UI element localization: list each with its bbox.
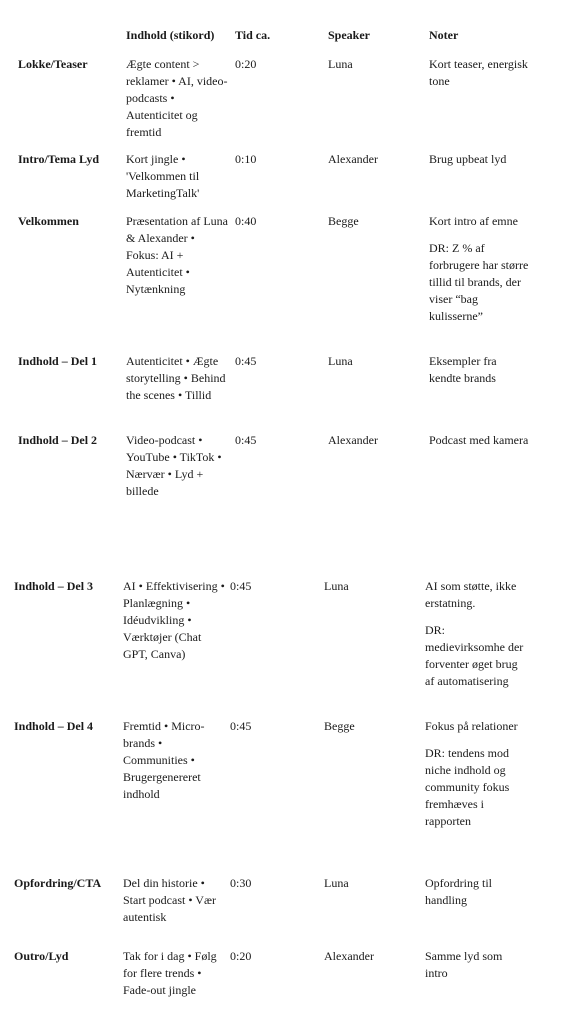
duration: 0:20 xyxy=(230,949,252,963)
duration: 0:30 xyxy=(230,876,252,890)
speaker: Luna xyxy=(328,57,353,71)
duration: 0:45 xyxy=(230,719,252,733)
note: Brug upbeat lyd xyxy=(429,152,507,166)
segment-label: Outro/Lyd xyxy=(14,949,69,963)
notes xyxy=(429,213,529,325)
header-content: Indhold (stikord) xyxy=(126,28,215,42)
content-keywords: Fremtid • Micro-brands • Communities • Brugergenereret indhold xyxy=(123,719,205,801)
speaker: Alexander xyxy=(324,949,374,963)
segment-label: Opfordring/CTA xyxy=(14,876,102,890)
note: DR: Z % af forbrugere har større tillid til brands, der viser “bag kulisserne” xyxy=(429,241,529,323)
note: Opfordring til handling xyxy=(425,876,492,907)
segment-label: Velkommen xyxy=(18,214,79,228)
content-keywords: Video-podcast • YouTube • TikTok • Nærvær • Lyd + billede xyxy=(126,433,222,498)
note: Podcast med kamera xyxy=(429,433,529,447)
note: DR: tendens mod niche indhold og community fokus fremhæves i rapporten xyxy=(425,746,510,828)
duration: 0:45 xyxy=(235,433,257,447)
speaker: Luna xyxy=(328,354,353,368)
duration: 0:45 xyxy=(230,579,252,593)
content-keywords: Autenticitet • Ægte storytelling • Behind the scenes • Tillid xyxy=(126,354,226,402)
duration: 0:45 xyxy=(235,354,257,368)
notes xyxy=(425,718,525,830)
duration: 0:40 xyxy=(235,214,257,228)
content-keywords: Ægte content > reklamer • AI, video-podcasts • Autenticitet og fremtid xyxy=(126,57,228,139)
note: Kort intro af emne xyxy=(429,214,518,228)
note: DR: medievirksomhe der forventer øget brug af automatisering xyxy=(425,623,524,688)
segment-label: Intro/Tema Lyd xyxy=(18,152,100,166)
notes xyxy=(429,151,529,168)
segment-label: Indhold – Del 3 xyxy=(14,579,94,593)
content-keywords: Kort jingle • 'Velkommen til MarketingTalk' xyxy=(126,152,200,200)
note: Eksempler fra kendte brands xyxy=(429,354,497,385)
duration: 0:10 xyxy=(235,152,257,166)
notes xyxy=(425,875,525,909)
speaker: Begge xyxy=(324,719,355,733)
notes xyxy=(425,948,525,982)
note: Samme lyd som intro xyxy=(425,949,503,980)
content-keywords: Del din historie • Start podcast • Vær autentisk xyxy=(123,876,216,924)
segment-label: Indhold – Del 1 xyxy=(18,354,98,368)
segment-label: Indhold – Del 2 xyxy=(18,433,98,447)
content-keywords: Tak for i dag • Følg for flere trends • Fade-out jingle xyxy=(123,949,217,997)
duration: 0:20 xyxy=(235,57,257,71)
note: Fokus på relationer xyxy=(425,719,518,733)
note: Kort teaser, energisk tone xyxy=(429,57,528,88)
header-notes: Noter xyxy=(429,28,459,42)
notes xyxy=(429,56,529,90)
content-keywords: AI • Effektivisering • Planlægning • Idéudvikling • Værktøjer (Chat GPT, Canva) xyxy=(123,579,225,661)
speaker: Luna xyxy=(324,876,349,890)
speaker: Alexander xyxy=(328,152,378,166)
note: AI som støtte, ikke erstatning. xyxy=(425,579,517,610)
segment-label: Lokke/Teaser xyxy=(18,57,88,71)
notes xyxy=(425,578,525,690)
notes xyxy=(429,432,529,449)
speaker: Alexander xyxy=(328,433,378,447)
speaker: Begge xyxy=(328,214,359,228)
notes xyxy=(429,353,529,387)
content-keywords: Præsentation af Luna & Alexander • Fokus: AI + Autenticitet • Nytænkning xyxy=(126,214,228,296)
segment-label: Indhold – Del 4 xyxy=(14,719,94,733)
speaker: Luna xyxy=(324,579,349,593)
header-speaker: Speaker xyxy=(328,28,370,42)
header-time: Tid ca. xyxy=(235,28,271,42)
